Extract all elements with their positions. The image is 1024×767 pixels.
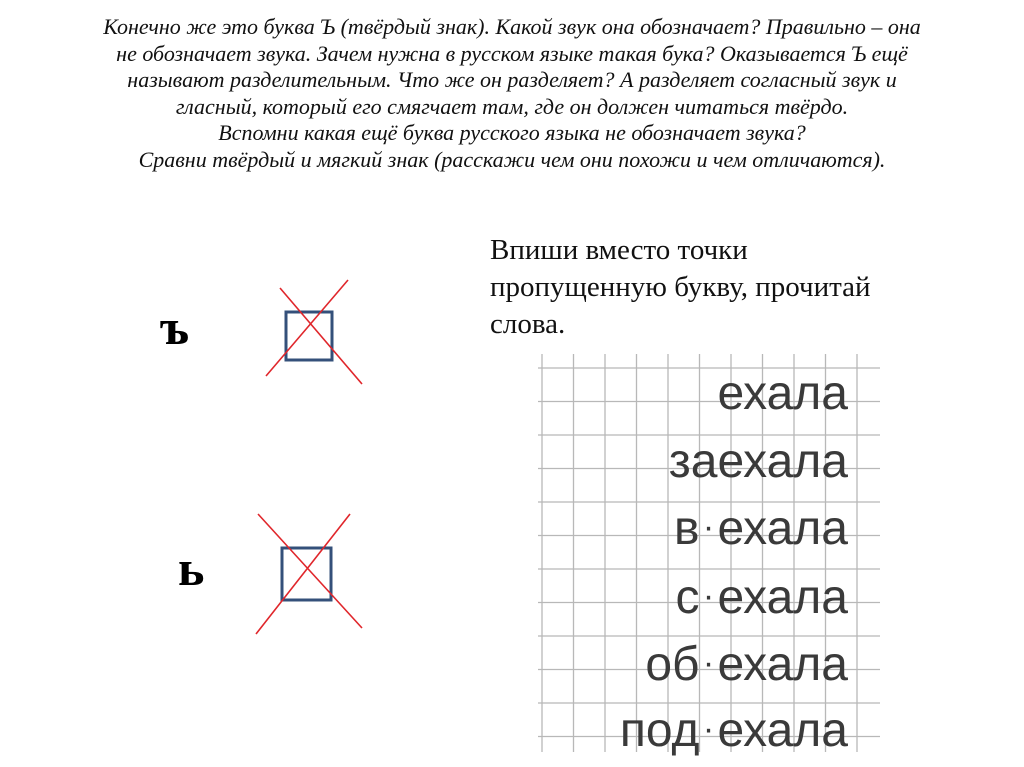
crossed-box-hard-sign	[262, 278, 366, 388]
crossed-box-soft-sign	[252, 512, 366, 638]
cross-line	[266, 280, 348, 376]
missing-letter-dot: ·	[702, 710, 715, 748]
intro-line: гласный, который его смягчает там, где он должен читаться твёрдо.	[175, 93, 849, 119]
task-line: слова.	[490, 308, 566, 340]
missing-letter-dot: ·	[702, 508, 715, 546]
hard-sign-letter: ъ	[160, 299, 190, 355]
word-stem: ехала	[717, 435, 848, 488]
word-row	[538, 367, 848, 420]
missing-letter-dot: ·	[702, 644, 715, 682]
soft-sign-letter: ь	[178, 540, 205, 596]
missing-letter-dot: ·	[702, 577, 715, 615]
task-instruction	[490, 232, 871, 343]
intro-line: Конечно же это буква Ъ (твёрдый знак). Какой звук она обозначает? Правильно – она	[103, 14, 921, 39]
word-stem: ехала	[717, 367, 848, 420]
word-prefix: за	[668, 435, 718, 488]
word-stem: ехала	[717, 638, 848, 691]
word-prefix: об	[645, 638, 700, 691]
word-row	[538, 571, 848, 624]
intro-text	[0, 14, 1024, 173]
word-stem: ехала	[717, 704, 848, 757]
exercise-grid	[538, 354, 880, 757]
cross-line	[256, 514, 350, 634]
word-prefix: в	[674, 502, 700, 555]
word-row	[538, 638, 848, 691]
word-row	[538, 502, 848, 555]
word-prefix: под	[619, 704, 700, 757]
intro-line: Вспомни какая ещё буква русского языка не обозначает звука?	[218, 120, 806, 145]
word-stem: ехала	[717, 502, 848, 555]
sound-box	[286, 312, 332, 360]
word-prefix: с	[675, 571, 700, 624]
word-row	[538, 704, 848, 757]
task-line: Впиши вместо точки	[490, 234, 748, 266]
word-row	[538, 435, 848, 488]
intro-line: не обозначает звука. Зачем нужна в русском языке такая бука? Оказывается Ъ ещё	[116, 40, 908, 66]
intro-line: Сравни твёрдый и мягкий знак (расскажи чем они похожи и чем отличаются).	[138, 146, 886, 172]
task-line: пропущенную букву, прочитай	[490, 271, 871, 303]
word-stem: ехала	[717, 571, 848, 624]
cross-line	[280, 288, 362, 384]
intro-line: называют разделительным. Что же он разделяет? А разделяет согласный звук и	[127, 67, 897, 92]
